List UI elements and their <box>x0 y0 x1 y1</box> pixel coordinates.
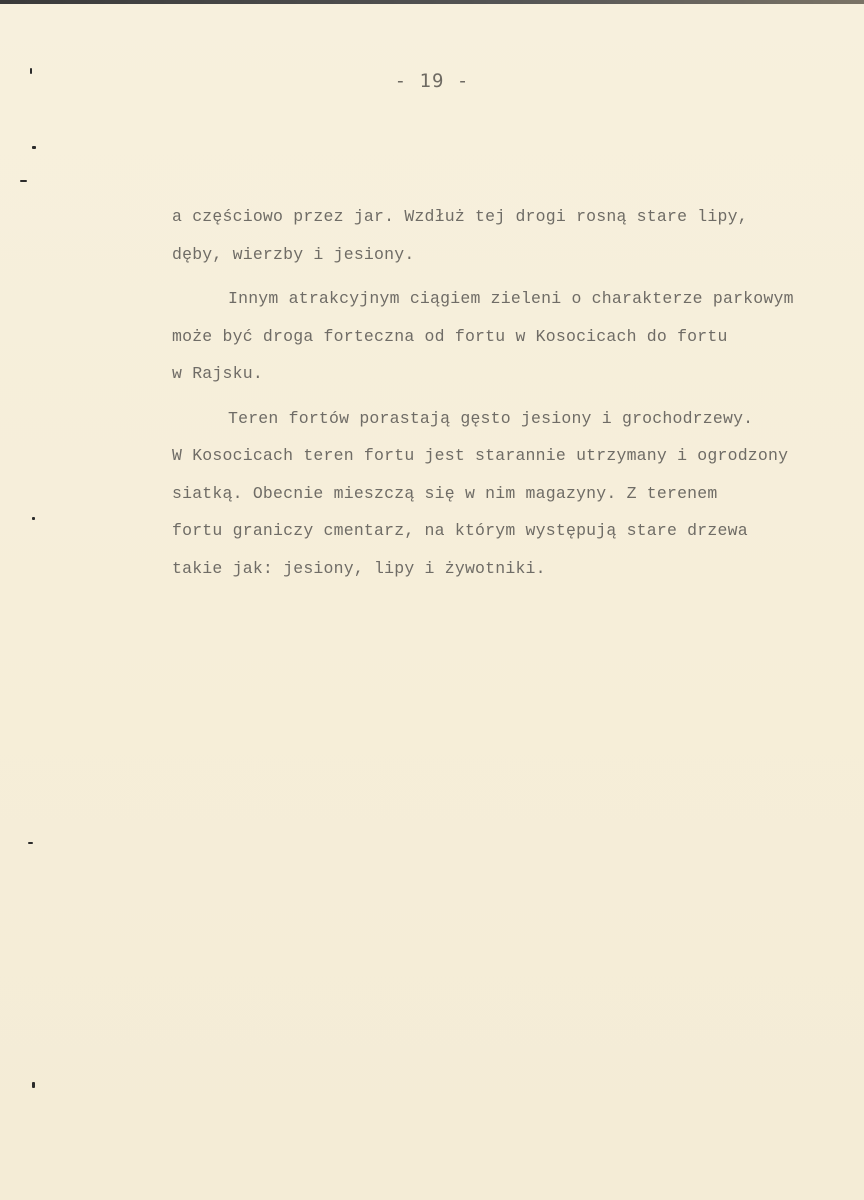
margin-mark <box>28 842 33 844</box>
text-line: Innym atrakcyjnym ciągiem zieleni o charakterze parkowym <box>228 289 794 308</box>
text-line: takie jak: jesiony, lipy i żywotniki. <box>172 558 546 578</box>
margin-mark <box>32 1082 35 1088</box>
margin-mark <box>32 517 35 520</box>
text-line: dęby, wierzby i jesiony. <box>172 244 415 264</box>
page-number: - 19 - <box>394 70 470 92</box>
text-line: siatką. Obecnie mieszczą się w nim magazyny. Z terenem <box>172 483 718 503</box>
text-line: W Kosocicach teren fortu jest starannie utrzymany i ogrodzony <box>172 446 789 465</box>
text-line: w Rajsku. <box>172 364 263 383</box>
margin-mark <box>20 180 27 182</box>
margin-mark <box>32 146 36 149</box>
text-line: a częściowo przez jar. Wzdłuż tej drogi rosną stare lipy, <box>172 207 748 226</box>
paragraph-1 <box>172 198 832 273</box>
text-line: fortu graniczy cmentarz, na którym występują stare drzewa <box>172 521 748 540</box>
paragraph-2 <box>172 280 832 393</box>
scan-top-edge <box>0 0 864 4</box>
text-line: może być droga forteczna od fortu w Kosocicach do fortu <box>172 326 728 346</box>
body-text <box>172 198 832 587</box>
paragraph-3 <box>172 400 832 588</box>
text-line: Teren fortów porastają gęsto jesiony i grochodrzewy. <box>228 408 754 428</box>
